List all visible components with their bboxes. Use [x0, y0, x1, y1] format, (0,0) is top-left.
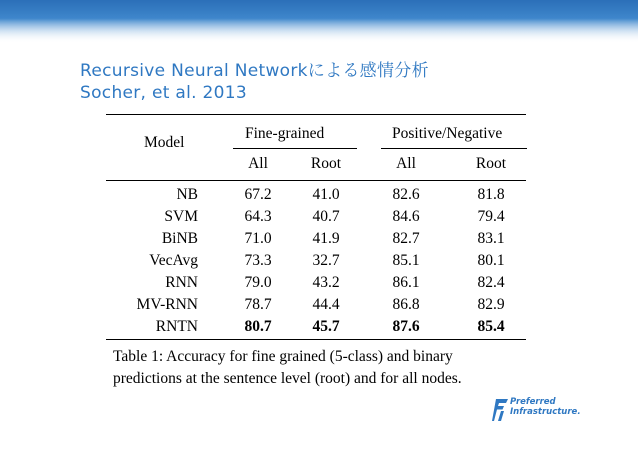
table-caption: [113, 346, 523, 390]
logo-line2: Infrastructure.: [510, 406, 581, 417]
table-cell: 83.1: [477, 230, 505, 247]
subheader-posneg-root: Root: [475, 155, 507, 172]
posneg-underline: [381, 148, 527, 149]
table-cell: 84.6: [392, 208, 420, 225]
table-cell: 41.9: [312, 230, 340, 247]
table-row-model-label: MV-RNN: [136, 296, 198, 313]
table-top-rule: [106, 114, 526, 115]
table-cell: 64.3: [244, 208, 272, 225]
caption-line2: predictions at the sentence level (root) and for all nodes.: [113, 370, 462, 387]
table-cell: 86.8: [392, 296, 420, 313]
table-header-rule: [106, 180, 526, 181]
logo-line1: Preferred: [510, 397, 556, 407]
company-logo: [492, 397, 582, 423]
table-cell: 80.1: [477, 252, 505, 269]
logo-text: [510, 398, 581, 417]
table-cell: 82.7: [392, 230, 420, 247]
slide-title: [80, 60, 429, 104]
table-cell: 80.7: [244, 318, 272, 335]
table-row-model-label: SVM: [164, 208, 198, 225]
table-cell: 82.4: [477, 274, 505, 291]
table-cell: 73.3: [244, 252, 272, 269]
fine-grained-underline: [233, 148, 357, 149]
table-cell: 41.0: [312, 186, 340, 203]
table-row-model-label: BiNB: [161, 230, 198, 247]
subheader-fine-all: All: [248, 155, 268, 172]
fine-grained-header: Fine-grained: [245, 125, 325, 142]
table-cell: 87.6: [392, 318, 420, 335]
slide-title-line2: Socher, et al. 2013: [80, 83, 248, 103]
table-cell: 43.2: [312, 274, 340, 291]
header-gradient-fade: [0, 18, 638, 42]
table-cell: 44.4: [312, 296, 340, 313]
table-cell: 86.1: [392, 274, 420, 291]
preferred-infrastructure-logo-icon: [492, 399, 508, 421]
table-cell: 85.1: [392, 252, 420, 269]
slide-title-line1: Recursive Neural Networkによる感情分析: [80, 61, 429, 81]
table-row-model-label: NB: [176, 186, 198, 203]
caption-line1: Table 1: Accuracy for fine grained (5-class) and binary: [113, 348, 453, 365]
table-cell: 82.6: [392, 186, 420, 203]
table-cell: 78.7: [244, 296, 272, 313]
table-cell: 82.9: [477, 296, 505, 313]
table-cell: 85.4: [477, 318, 505, 335]
table-cell: 67.2: [244, 186, 272, 203]
table-cell: 79.4: [477, 208, 505, 225]
subheader-posneg-all: All: [396, 155, 416, 172]
table-row-model-label: RNTN: [155, 318, 198, 335]
table-cell: 81.8: [477, 186, 505, 203]
table-cell: 71.0: [244, 230, 272, 247]
subheader-fine-root: Root: [310, 155, 342, 172]
table-cell: 79.0: [244, 274, 272, 291]
table-cell: 32.7: [312, 252, 340, 269]
table-bottom-rule: [106, 339, 526, 340]
table-row-model-label: RNN: [165, 274, 198, 291]
table-cell: 40.7: [312, 208, 340, 225]
table-row-model-label: VecAvg: [149, 252, 198, 269]
posneg-header: Positive/Negative: [392, 125, 503, 142]
table-cell: 45.7: [312, 318, 340, 335]
model-header: Model: [144, 134, 185, 151]
